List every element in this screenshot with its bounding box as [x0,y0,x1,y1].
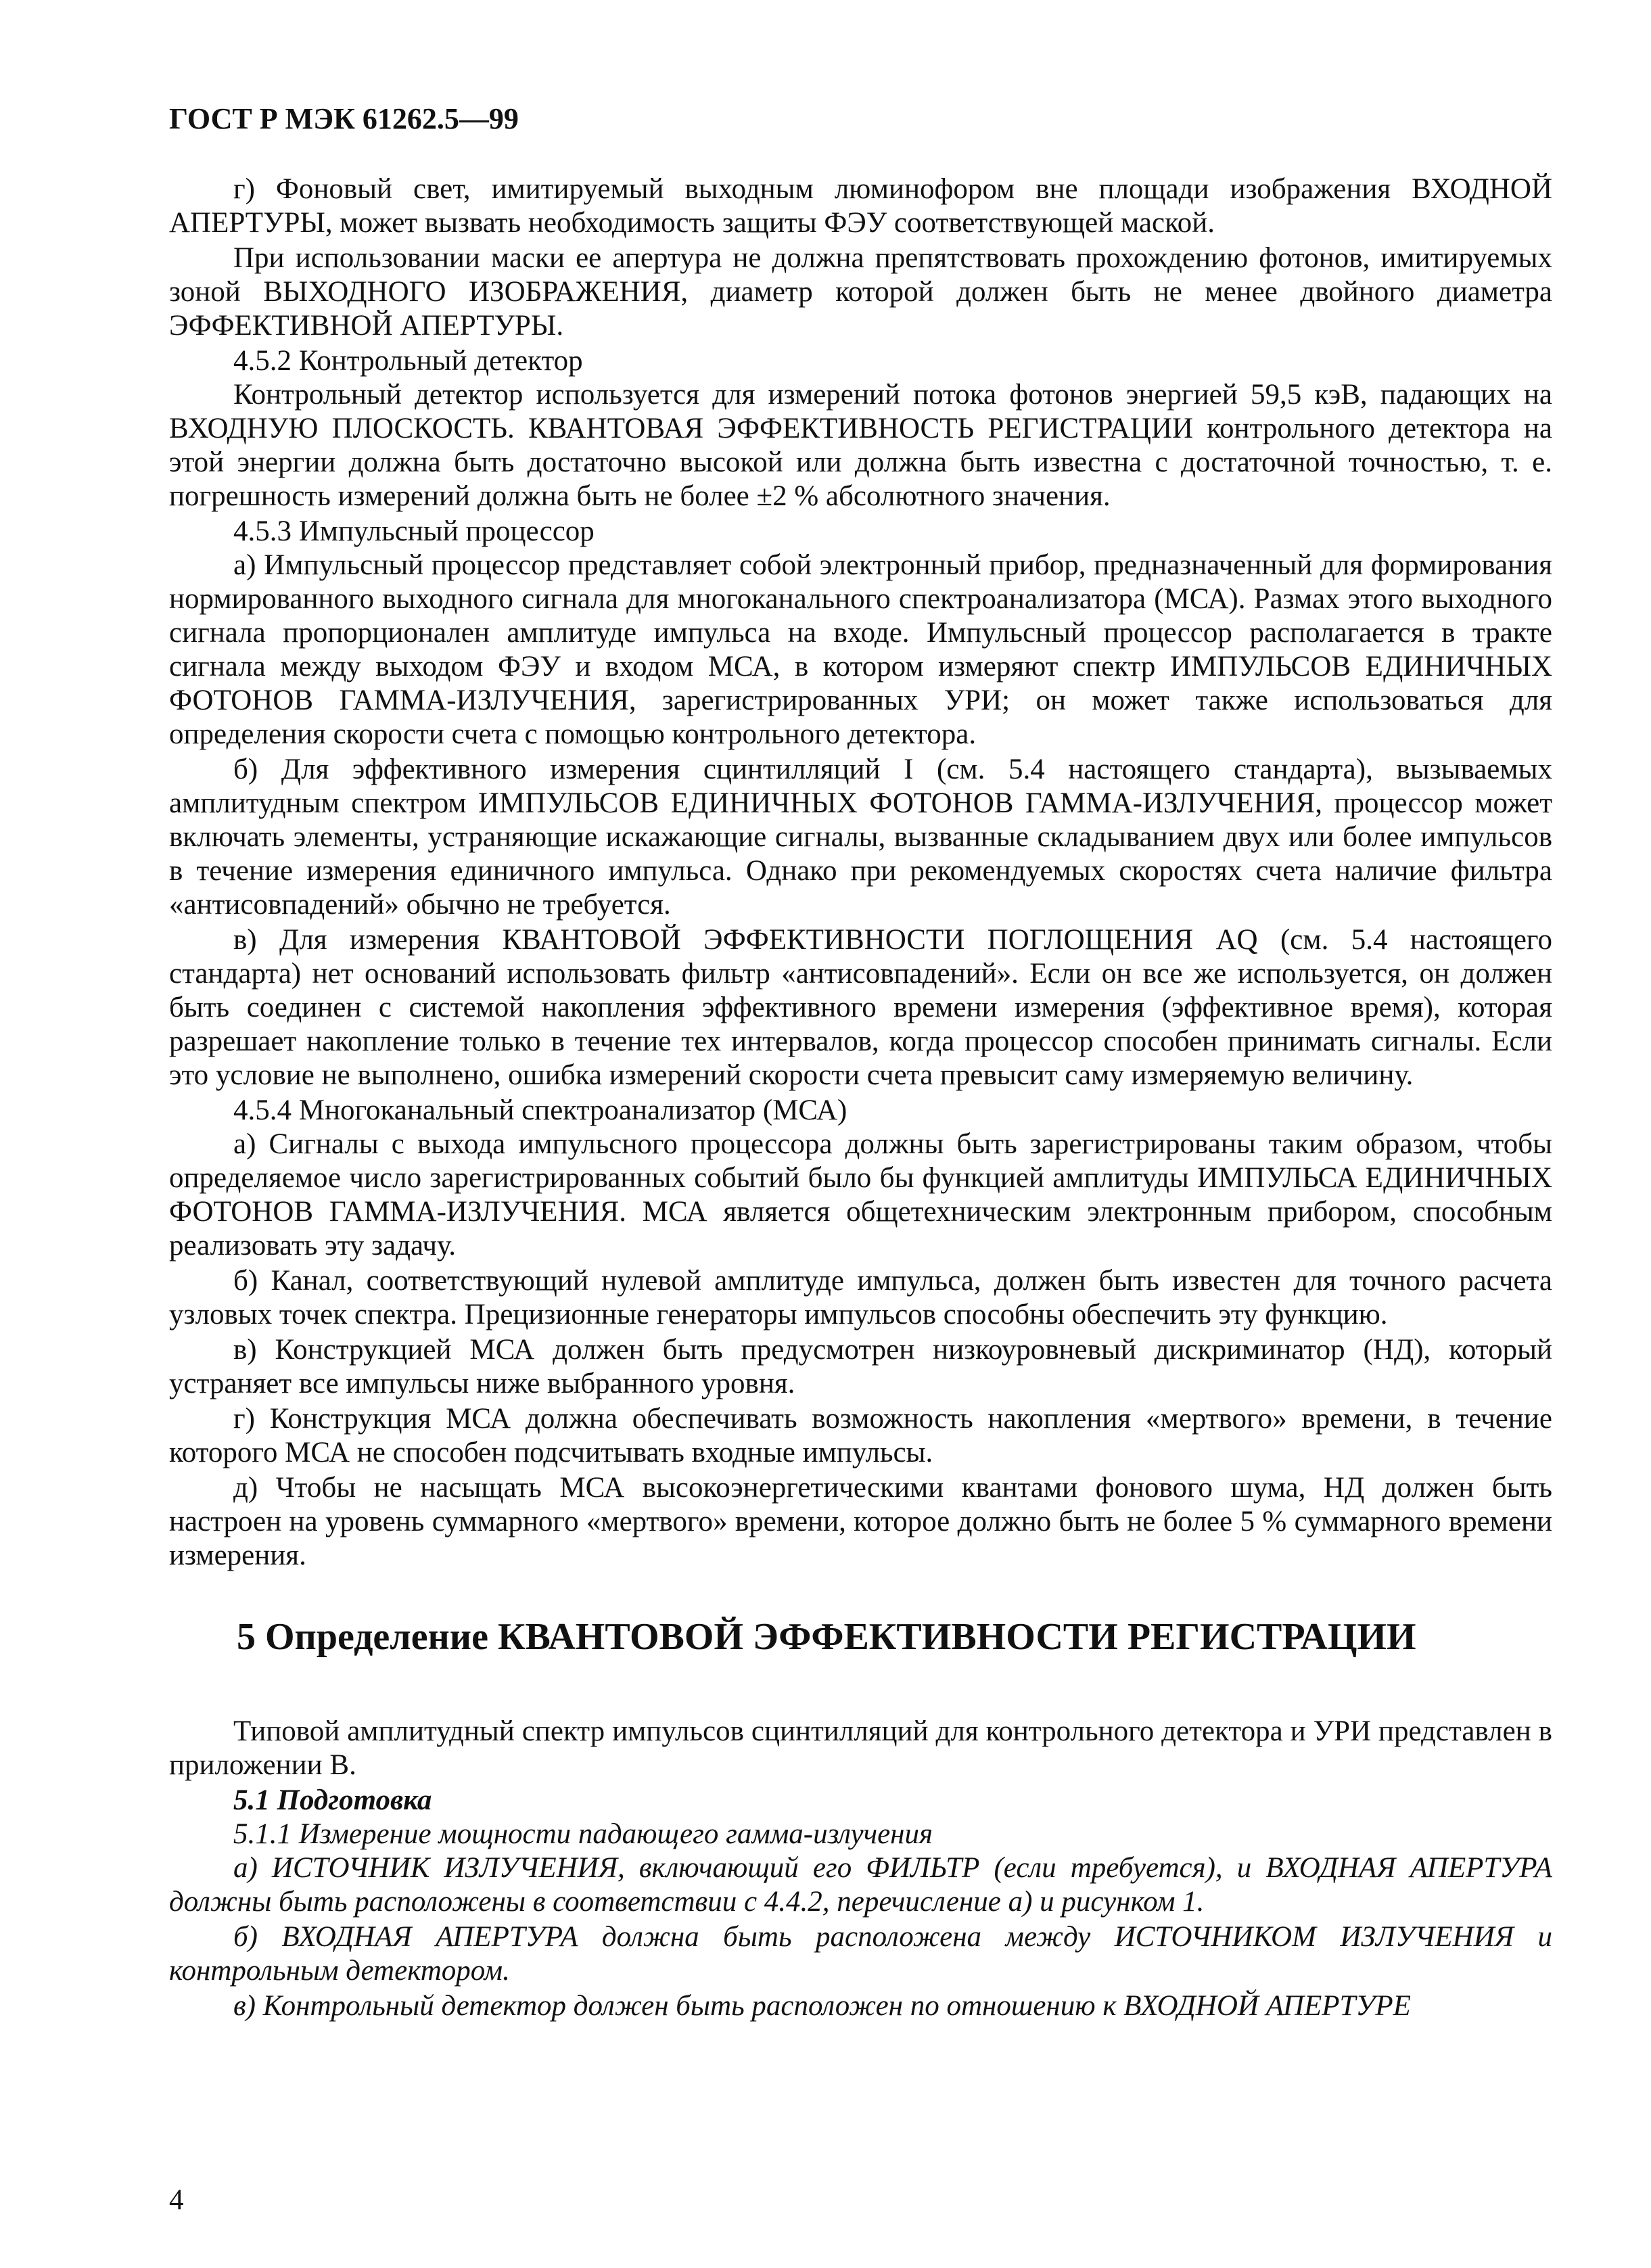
paragraph: При использовании маски ее апертура не должна препятствовать прохождению фотонов, имитируемых зоной ВЫХОДНОГО ИЗОБРАЖЕНИЯ, диаметр которой должен быть не менее двойного диаметра ЭФФЕКТИВНОЙ АПЕРТУРЫ. [169,242,1552,342]
paragraph: б) ВХОДНАЯ АПЕРТУРА должна быть расположена между ИСТОЧНИКОМ ИЗЛУЧЕНИЯ и контрольным детектором. [169,1921,1552,1987]
section-title: 5 Определение КВАНТОВОЙ ЭФФЕКТИВНОСТИ РЕГИСТРАЦИИ [237,1616,1416,1658]
paragraph: г) Конструкция МСА должна обеспечивать возможность накопления «мертвого» времени, в течение которого МСА не способен подсчитывать входные импульсы. [169,1403,1552,1468]
paragraph: б) Канал, соответствующий нулевой амплитуде импульса, должен быть известен для точного расчета узловых точек спектра. Прецизионные генераторы импульсов способны обеспечить эту функцию. [169,1265,1552,1330]
paragraph: в) Контрольный детектор должен быть расположен по отношению к ВХОДНОЙ АПЕРТУРЕ [233,1990,1411,2022]
subsection-heading: 5.1 Подготовка [233,1784,432,1816]
paragraph: а) ИСТОЧНИК ИЗЛУЧЕНИЯ, включающий его ФИЛЬТР (если требуется), и ВХОДНАЯ АПЕРТУРА должны быть расположены в соответствии с 4.4.2, перечисление а) и рисунком 1. [169,1852,1552,1918]
document-header: ГОСТ Р МЭК 61262.5—99 [169,102,519,135]
page-number: 4 [169,2184,184,2216]
subsection-heading: 5.1.1 Измерение мощности падающего гамма-излучения [233,1818,933,1850]
paragraph: в) Для измерения КВАНТОВОЙ ЭФФЕКТИВНОСТИ ПОГЛОЩЕНИЯ AQ (см. 5.4 настоящего стандарта) нет оснований использовать фильтр «антисовпадений». Если он все же используется, он должен быть соединен с системой накопления эффективного времени измерения (эффективное время), которая разрешает накопление только в течение тех интервалов, когда процессор способен принимать сигналы. Если это условие не выполнено, ошибка измерений скорости счета превысит саму измеряемую величину. [169,924,1552,1091]
paragraph: а) Сигналы с выхода импульсного процессора должны быть зарегистрированы таким образом, чтобы определяемое число зарегистрированных событий было бы функцией амплитуды ИМПУЛЬСА ЕДИНИЧНЫХ ФОТОНОВ ГАММА-ИЗЛУЧЕНИЯ. МСА является общетехническим электронным прибором, способным реализовать эту задачу. [169,1128,1552,1262]
subsection-heading: 4.5.2 Контрольный детектор [233,345,583,377]
subsection-heading: 4.5.3 Импульсный процессор [233,515,595,547]
paragraph: Контрольный детектор используется для измерений потока фотонов энергией 59,5 кэВ, падающих на ВХОДНУЮ ПЛОСКОСТЬ. КВАНТОВАЯ ЭФФЕКТИВНОСТЬ РЕГИСТРАЦИИ контрольного детектора на этой энергии должна быть достаточно высокой или должна быть известна с достаточной точностью, т. е. погрешность измерений должна быть не более ±2 % абсолютного значения. [169,379,1552,512]
subsection-heading: 4.5.4 Многоканальный спектроанализатор (МСА) [233,1094,847,1126]
paragraph: г) Фоновый свет, имитируемый выходным люминофором вне площади изображения ВХОДНОЙ АПЕРТУРЫ, может вызвать необходимость защиты ФЭУ соответствующей маской. [169,173,1552,239]
paragraph: в) Конструкцией МСА должен быть предусмотрен низкоуровневый дискриминатор (НД), который устраняет все импульсы ниже выбранного уровня. [169,1334,1552,1399]
paragraph: д) Чтобы не насыщать МСА высокоэнергетическими квантами фонового шума, НД должен быть настроен на уровень суммарного «мертвого» времени, которое должно быть не более 5 % суммарного времени измерения. [169,1472,1552,1571]
paragraph: Типовой амплитудный спектр импульсов сцинтилляций для контрольного детектора и УРИ представлен в приложении В. [169,1715,1552,1781]
main-text [169,172,1552,2023]
paragraph: б) Для эффективного измерения сцинтилляций I (см. 5.4 настоящего стандарта), вызываемых амплитудным спектром ИМПУЛЬСОВ ЕДИНИЧНЫХ ФОТОНОВ ГАММА-ИЗЛУЧЕНИЯ, процессор может включать элементы, устраняющие искажающие сигналы, вызванные складыванием двух или более импульсов в течение измерения единичного импульса. Однако при рекомендуемых скоростях счета наличие фильтра «антисовпадений» обычно не требуется. [169,754,1552,921]
paragraph: а) Импульсный процессор представляет собой электронный прибор, предназначенный для формирования нормированного выходного сигнала для многоканального спектроанализатора (МСА). Размах этого выходного сигнала пропорционален амплитуде импульса на входе. Импульсный процессор располагается в тракте сигнала между выходом ФЭУ и входом МСА, в котором измеряют спектр ИМПУЛЬСОВ ЕДИНИЧНЫХ ФОТОНОВ ГАММА-ИЗЛУЧЕНИЯ, зарегистрированных УРИ; он может также использоваться для определения скорости счета с помощью контрольного детектора. [169,549,1552,750]
